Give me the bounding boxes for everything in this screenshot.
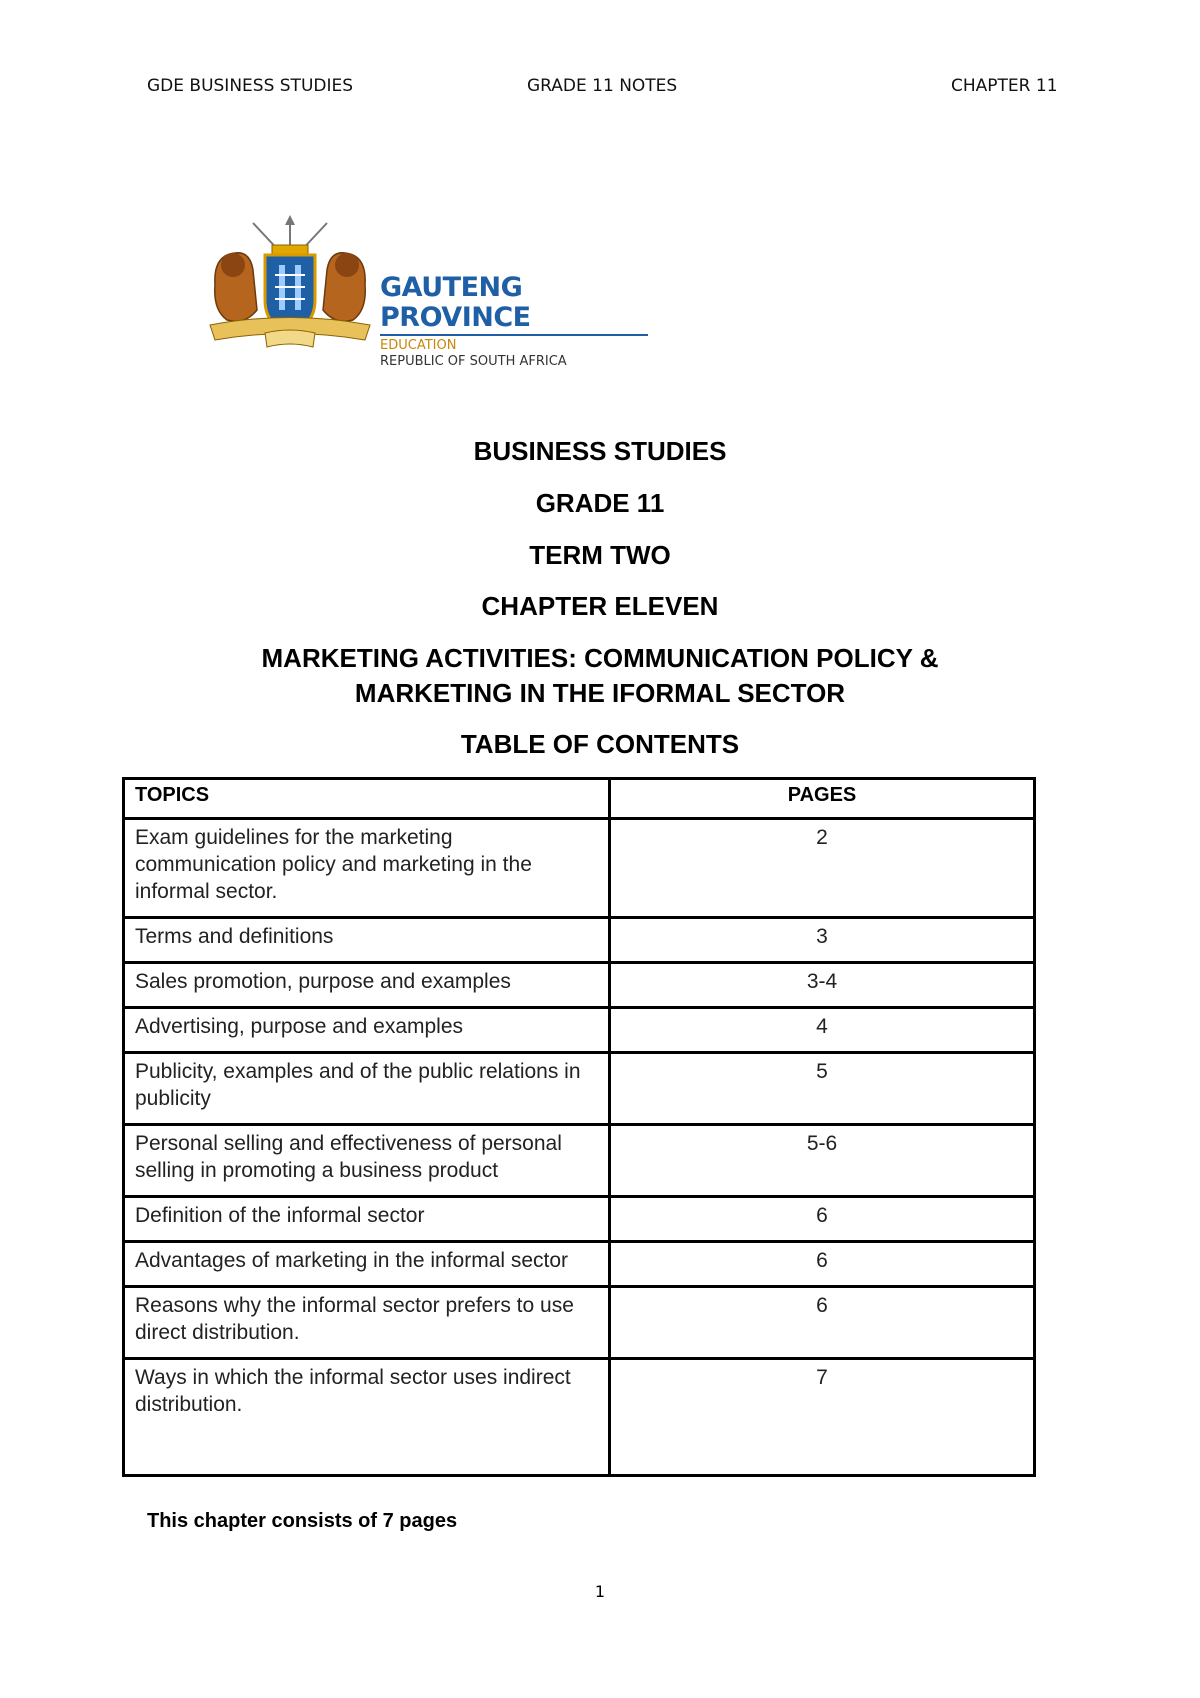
table-row xyxy=(124,1359,1035,1476)
department-name: EDUCATION xyxy=(380,338,457,353)
contents-table xyxy=(122,777,1036,1477)
table-row xyxy=(124,1125,1035,1197)
term-title: TERM TWO xyxy=(529,540,671,570)
page-cell: 7 xyxy=(610,1359,1035,1476)
topic-cell: Advantages of marketing in the informal sector xyxy=(124,1242,610,1287)
topic-cell: Sales promotion, purpose and examples xyxy=(124,963,610,1008)
province-name: GAUTENG PROVINCE xyxy=(380,273,648,336)
coat-of-arms-icon xyxy=(205,215,375,355)
topic-cell: Personal selling and effectiveness of personal selling in promoting a business product xyxy=(124,1125,610,1197)
topic-cell: Reasons why the informal sector prefers to use direct distribution. xyxy=(124,1287,610,1359)
header-center: GRADE 11 NOTES xyxy=(527,76,678,96)
topic-title-line2: MARKETING IN THE IFORMAL SECTOR xyxy=(354,678,846,708)
table-row xyxy=(124,819,1035,918)
table-row xyxy=(124,1008,1035,1053)
country-name: REPUBLIC OF SOUTH AFRICA xyxy=(380,354,567,369)
page-cell: 6 xyxy=(610,1242,1035,1287)
header-left: GDE BUSINESS STUDIES xyxy=(147,76,354,96)
toc-title: TABLE OF CONTENTS xyxy=(460,729,740,759)
table-row xyxy=(124,1197,1035,1242)
header-right: CHAPTER 11 xyxy=(951,76,1058,96)
table-row xyxy=(124,1242,1035,1287)
gauteng-logo xyxy=(205,215,665,369)
topic-cell: Terms and definitions xyxy=(124,918,610,963)
topic-title-line1: MARKETING ACTIVITIES: COMMUNICATION POLICY & xyxy=(261,643,939,673)
table-row xyxy=(124,1287,1035,1359)
page-number: 1 xyxy=(594,1582,606,1601)
page-cell: 4 xyxy=(610,1008,1035,1053)
grade-title: GRADE 11 xyxy=(535,488,665,518)
topics-header: TOPICS xyxy=(124,779,610,819)
chapter-length-note: This chapter consists of 7 pages xyxy=(147,1510,458,1532)
topic-cell: Publicity, examples and of the public relations in publicity xyxy=(124,1053,610,1125)
topic-cell: Definition of the informal sector xyxy=(124,1197,610,1242)
page-cell: 2 xyxy=(610,819,1035,918)
table-row xyxy=(124,1053,1035,1125)
topic-cell: Exam guidelines for the marketing communication policy and marketing in the informal sector. xyxy=(124,819,610,918)
subject-title: BUSINESS STUDIES xyxy=(473,436,727,466)
page-cell: 5 xyxy=(610,1053,1035,1125)
table-row xyxy=(124,963,1035,1008)
chapter-title: CHAPTER ELEVEN xyxy=(481,591,719,621)
page-cell: 3 xyxy=(610,918,1035,963)
page-cell: 5-6 xyxy=(610,1125,1035,1197)
table-header-row xyxy=(124,779,1035,819)
topic-cell: Ways in which the informal sector uses indirect distribution. xyxy=(124,1359,610,1476)
pages-header: PAGES xyxy=(610,779,1035,819)
topic-cell: Advertising, purpose and examples xyxy=(124,1008,610,1053)
table-row xyxy=(124,918,1035,963)
page-cell: 6 xyxy=(610,1197,1035,1242)
page-cell: 6 xyxy=(610,1287,1035,1359)
page-cell: 3-4 xyxy=(610,963,1035,1008)
